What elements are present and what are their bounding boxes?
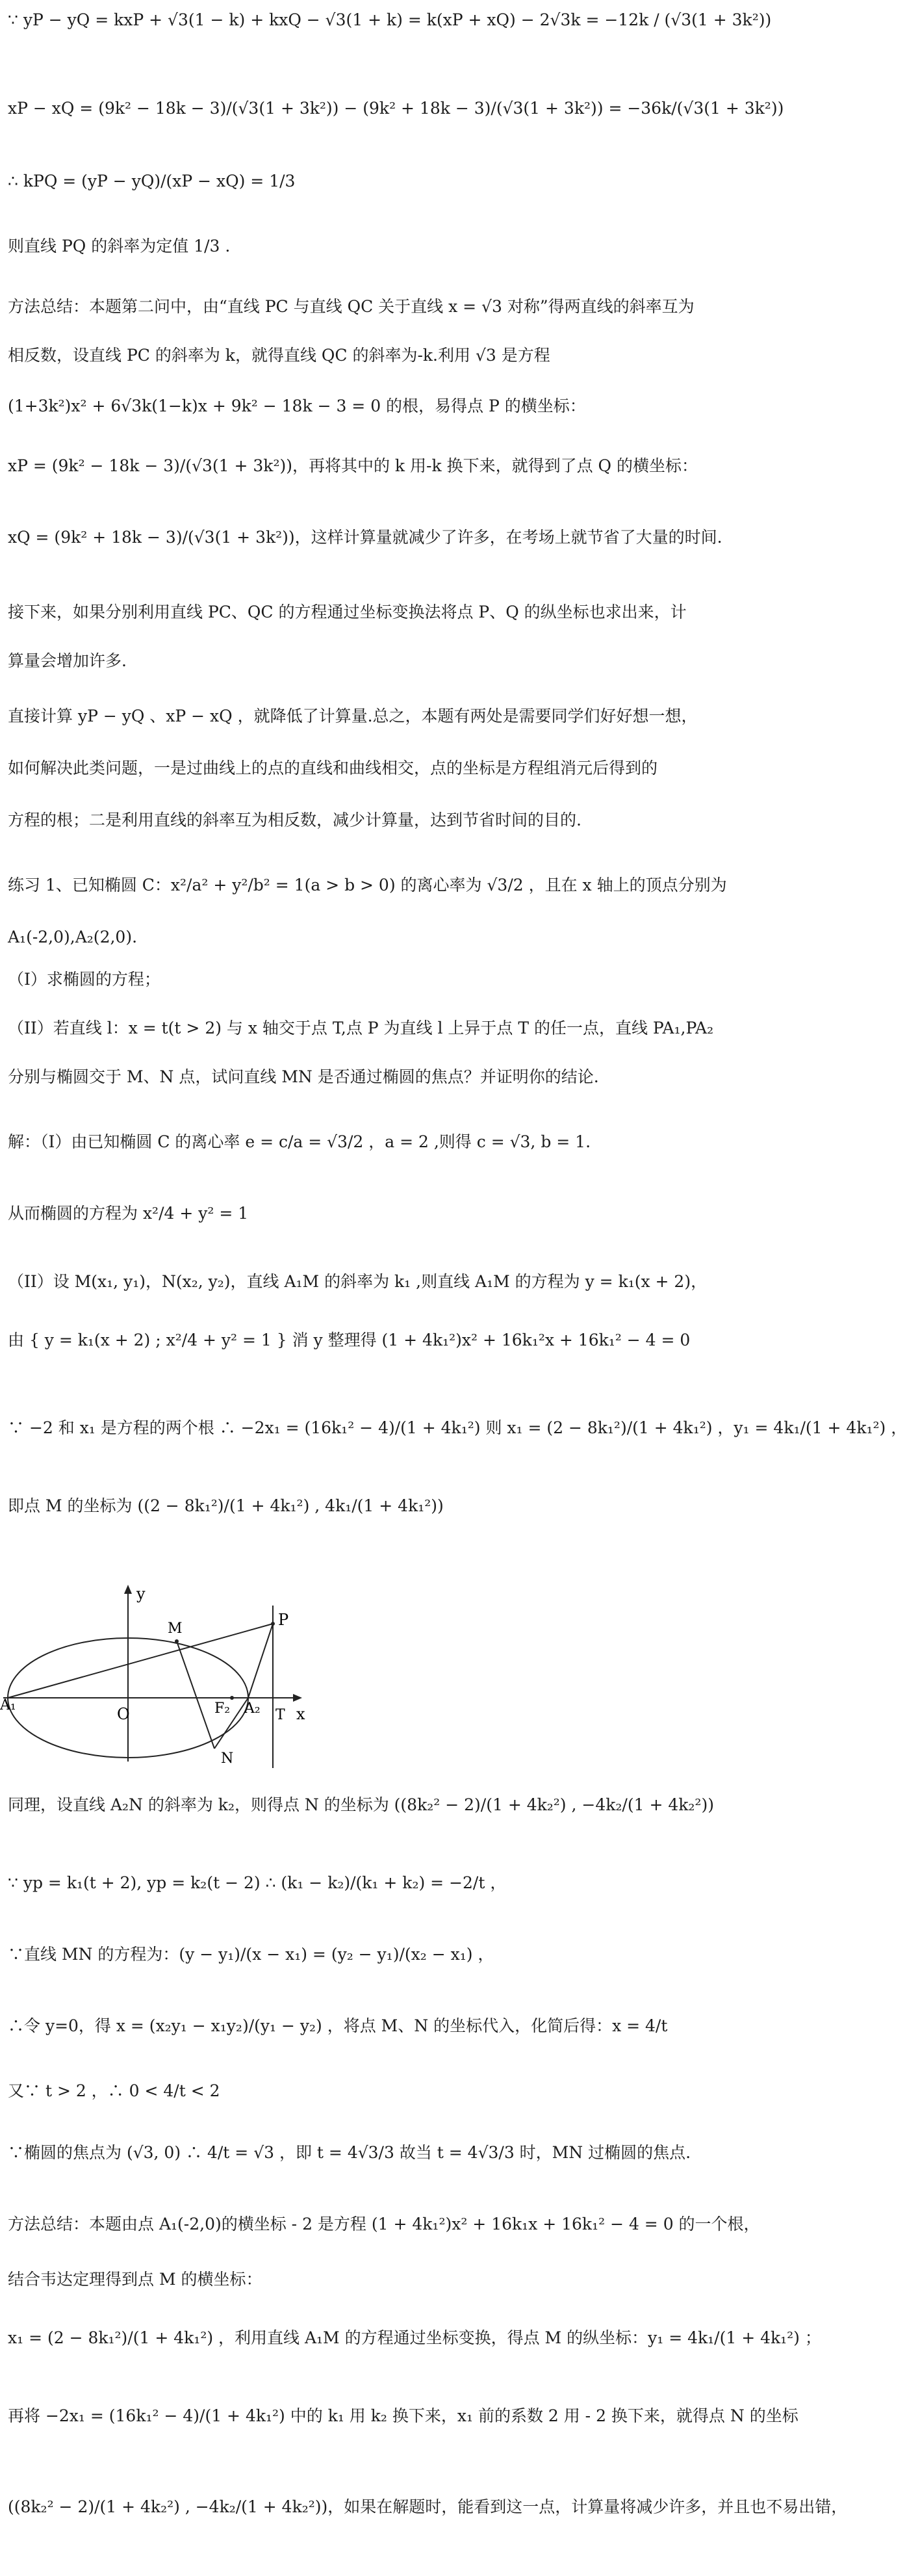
label-a1: A₁ bbox=[0, 1697, 16, 1713]
text-line: 又∵ t > 2 ，∴ 0 < 4/t < 2 bbox=[8, 2081, 220, 2100]
text-line: 相反数，设直线 PC 的斜率为 k，就得直线 QC 的斜率为-k.利用 √3 是方程 bbox=[8, 346, 550, 365]
text-line: ∵ yp = k₁(t + 2), yp = k₂(t − 2) ∴ (k₁ − k₂)/(k₁ + k₂) = −2/t ， bbox=[8, 1873, 507, 1892]
text-line: 即点 M 的坐标为 ((2 − 8k₁²)/(1 + 4k₁²) , 4k₁/(1 + 4k₁²)) bbox=[8, 1496, 444, 1515]
text-line: （II）若直线 l：x = t(t > 2) 与 x 轴交于点 T,点 P 为直线 l 上异于点 T 的任一点，直线 PA₁,PA₂ bbox=[8, 1019, 714, 1037]
label-x: x bbox=[296, 1705, 305, 1723]
text-line: A₁(-2,0),A₂(2,0). bbox=[8, 928, 138, 946]
text-line: ∵ yP − yQ = kxP + √3(1 − k) + kxQ − √3(1 + k) = k(xP + xQ) − 2√3k = −12k / (√3(1 + 3k²)) bbox=[8, 10, 772, 29]
label-f2: F₂ bbox=[214, 1700, 231, 1717]
x-axis-arrow bbox=[293, 1694, 302, 1702]
label-p: P bbox=[278, 1611, 289, 1629]
text-line: ∴令 y=0，得 x = (x₂y₁ − x₁y₂)/(y₁ − y₂) ，将点 M、N 的坐标代入，化简后得：x = 4/t bbox=[8, 2016, 668, 2035]
text-line: 直接计算 yP − yQ 、xP − xQ ，就降低了计算量.总之，本题有两处是需要同学们好好想一想， bbox=[8, 707, 698, 725]
text-line: (1+3k²)x² + 6√3k(1−k)x + 9k² − 18k − 3 = 0 的根，易得点 P 的横坐标： bbox=[8, 397, 586, 415]
y-axis-arrow bbox=[124, 1585, 132, 1594]
label-y: y bbox=[136, 1585, 146, 1603]
text-line: 解：（I）由已知椭圆 C 的离心率 e = c/a = √3/2 ，a = 2 ,则得 c = √3, b = 1. bbox=[8, 1132, 591, 1151]
text-line: ∴ kPQ = (yP − yQ)/(xP − xQ) = 1/3 bbox=[8, 172, 296, 190]
label-n: N bbox=[221, 1750, 234, 1767]
label-o: O bbox=[117, 1705, 130, 1723]
text-line: 结合韦达定理得到点 M 的横坐标： bbox=[8, 2270, 262, 2289]
text-line: ∵直线 MN 的方程为：(y − y₁)/(x − x₁) = (y₂ − y₁)/(x₂ − x₁) ， bbox=[8, 1945, 494, 1964]
text-line: x₁ = (2 − 8k₁²)/(1 + 4k₁²) ，利用直线 A₁M 的方程通过坐标变换，得点 M 的纵坐标：y₁ = 4k₁/(1 + 4k₁²) ； bbox=[8, 2328, 821, 2347]
text-line: （II）设 M(x₁, y₁)，N(x₂, y₂)，直线 A₁M 的斜率为 k₁ ,则直线 A₁M 的方程为 y = k₁(x + 2)， bbox=[8, 1272, 708, 1291]
text-line: （I）求椭圆的方程； bbox=[8, 970, 160, 989]
text-line: 从而椭圆的方程为 x²/4 + y² = 1 bbox=[8, 1204, 249, 1223]
text-line: 同理，设直线 A₂N 的斜率为 k₂，则得点 N 的坐标为 ((8k₂² − 2)/(1 + 4k₂²) , −4k₂/(1 + 4k₂²)) bbox=[8, 1795, 714, 1814]
text-line: xP − xQ = (9k² − 18k − 3)/(√3(1 + 3k²)) − (9k² + 18k − 3)/(√3(1 + 3k²)) = −36k/(√3(1 + 3k²)) bbox=[8, 99, 784, 118]
line-pa2 bbox=[248, 1624, 273, 1698]
point-m bbox=[175, 1639, 179, 1643]
text-line: xP = (9k² − 18k − 3)/(√3(1 + 3k²))，再将其中的 k 用-k 换下来，就得到了点 Q 的横坐标： bbox=[8, 456, 698, 475]
line-mn bbox=[177, 1641, 214, 1749]
text-line: ∵椭圆的焦点为 (√3, 0) ∴ 4/t = √3 ，即 t = 4√3/3 故当 t = 4√3/3 时，MN 过椭圆的焦点. bbox=[8, 2143, 691, 2162]
text-line: 方程的根；二是利用直线的斜率互为相反数，减少计算量，达到节省时间的目的. bbox=[8, 811, 581, 829]
ellipse-figure bbox=[0, 1580, 325, 1775]
text-line: xQ = (9k² + 18k − 3)/(√3(1 + 3k²))，这样计算量就减少了许多，在考场上就节省了大量的时间. bbox=[8, 528, 722, 547]
label-m: M bbox=[168, 1620, 183, 1637]
point-p bbox=[271, 1622, 275, 1626]
text-line: 由 { y = k₁(x + 2) ; x²/4 + y² = 1 } 消 y 整理得 (1 + 4k₁²)x² + 16k₁²x + 16k₁² − 4 = 0 bbox=[8, 1331, 691, 1349]
text-line: 分别与椭圆交于 M、N 点，试问直线 MN 是否通过椭圆的焦点？并证明你的结论. bbox=[8, 1067, 599, 1086]
text-line: 练习 1、已知椭圆 C：x²/a² + y²/b² = 1(a > b > 0) 的离心率为 √3/2 ，且在 x 轴上的顶点分别为 bbox=[8, 876, 727, 894]
text-line: 接下来，如果分别利用直线 PC、QC 的方程通过坐标变换法将点 P、Q 的纵坐标也求出来，计 bbox=[8, 603, 687, 621]
point-f2 bbox=[230, 1696, 234, 1700]
text-line: 如何解决此类问题，一是过曲线上的点的直线和曲线相交，点的坐标是方程组消元后得到的 bbox=[8, 759, 658, 777]
text-line: ((8k₂² − 2)/(1 + 4k₂²) , −4k₂/(1 + 4k₂²))，如果在解题时，能看到这一点，计算量将减少许多，并且也不易出错， bbox=[8, 2497, 848, 2516]
text-line: 方法总结：本题第二问中，由“直线 PC 与直线 QC 关于直线 x = √3 对称”得两直线的斜率互为 bbox=[8, 297, 695, 316]
text-line: 再将 −2x₁ = (16k₁² − 4)/(1 + 4k₁²) 中的 k₁ 用 k₂ 换下来，x₁ 前的系数 2 用 - 2 换下来，就得点 N 的坐标 bbox=[8, 2406, 798, 2425]
text-line: 算量会增加许多. bbox=[8, 651, 127, 670]
text-line: 方法总结：本题由点 A₁(-2,0)的横坐标 - 2 是方程 (1 + 4k₁²)x² + 16k₁x + 16k₁² − 4 = 0 的一个根， bbox=[8, 2215, 760, 2233]
line-pa1 bbox=[8, 1624, 273, 1698]
text-line: ∵ −2 和 x₁ 是方程的两个根 ∴ −2x₁ = (16k₁² − 4)/(1 + 4k₁²) 则 x₁ = (2 − 8k₁²)/(1 + 4k₁²) ，y₁ = 4k₁/(1 + 4k₁²) ， bbox=[8, 1418, 907, 1437]
label-a2: A₂ bbox=[244, 1700, 261, 1717]
text-line: 则直线 PQ 的斜率为定值 1/3 . bbox=[8, 237, 231, 255]
label-t: T bbox=[275, 1707, 285, 1723]
